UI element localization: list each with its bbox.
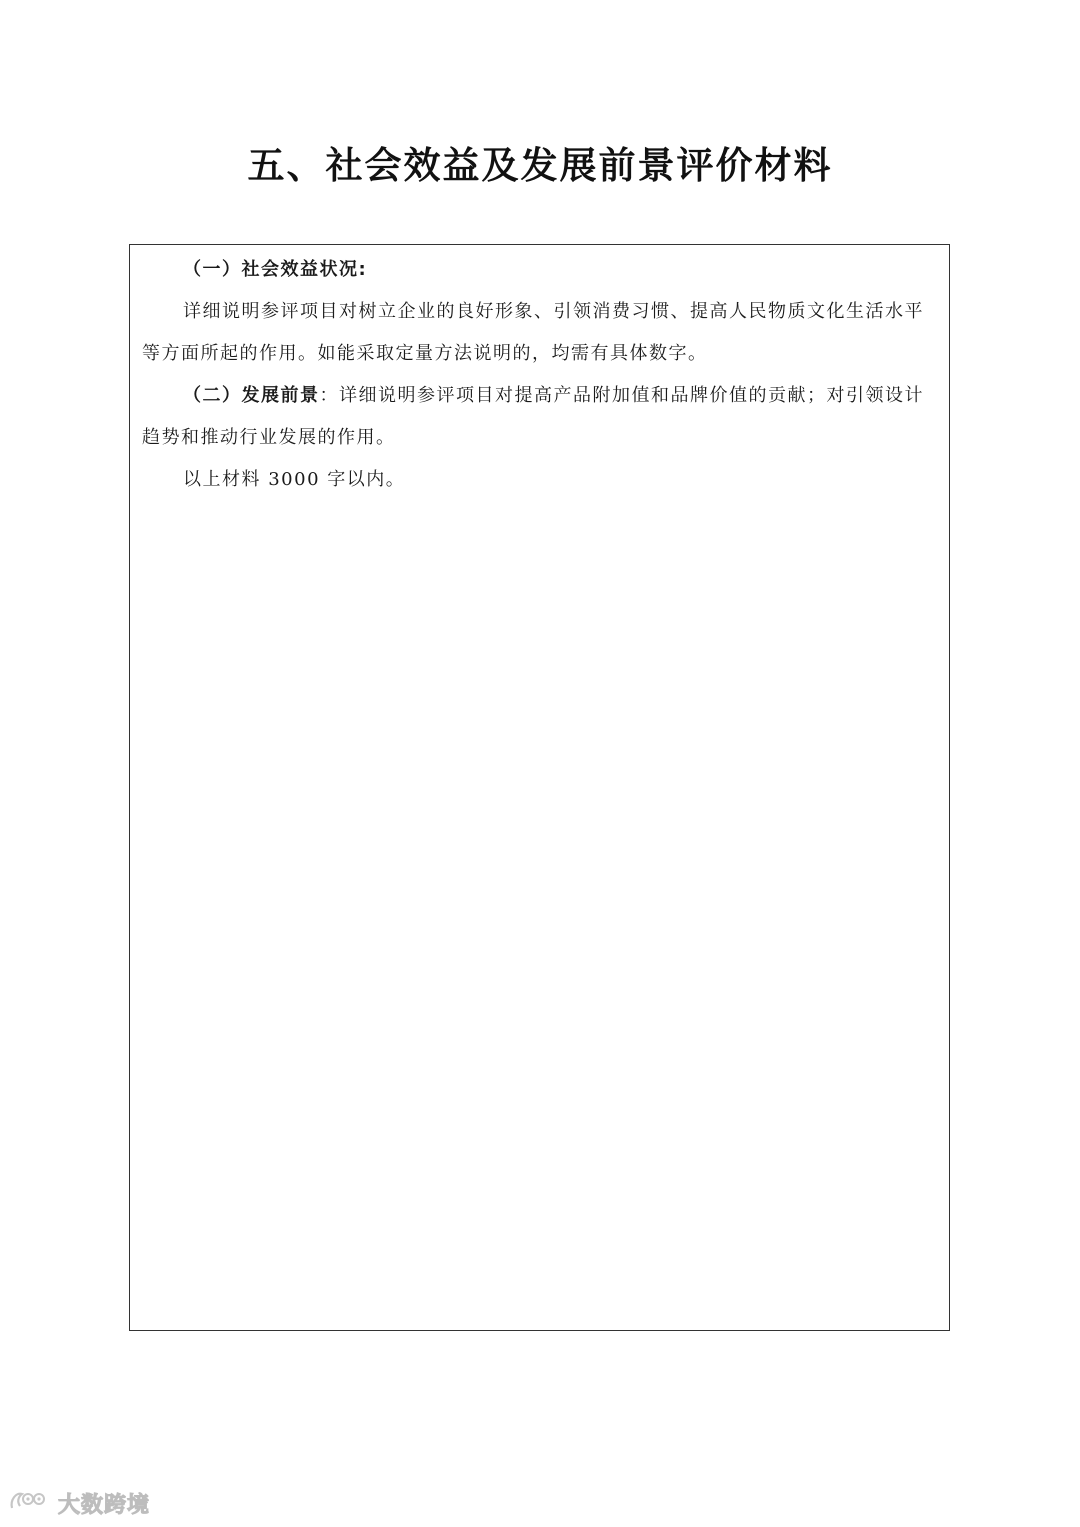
watermark-text: 大数跨境 [58,1492,151,1518]
section1-body: 详细说明参评项目对树立企业的良好形象、引领消费习惯、提高人民物质文化生活水平等方面所起的作用。如能采取定量方法说明的，均需有具体数字。 [142,301,924,364]
page-title: 五、社会效益及发展前景评价材料 [247,144,833,187]
section2-body: ：详细说明参评项目对提高产品附加值和品牌价值的贡献；对引领设计趋势和推动行业发展的作用。 [142,385,924,448]
section1-heading: （一）社会效益状况: [183,259,368,280]
length-note: 以上材料 3000 字以内。 [183,469,406,490]
content-box [129,244,950,1331]
brand-logo-icon [8,1488,52,1518]
section2-heading: （二）发展前景 [183,385,320,406]
section2-paragraph [142,375,942,459]
watermark [8,1488,150,1518]
